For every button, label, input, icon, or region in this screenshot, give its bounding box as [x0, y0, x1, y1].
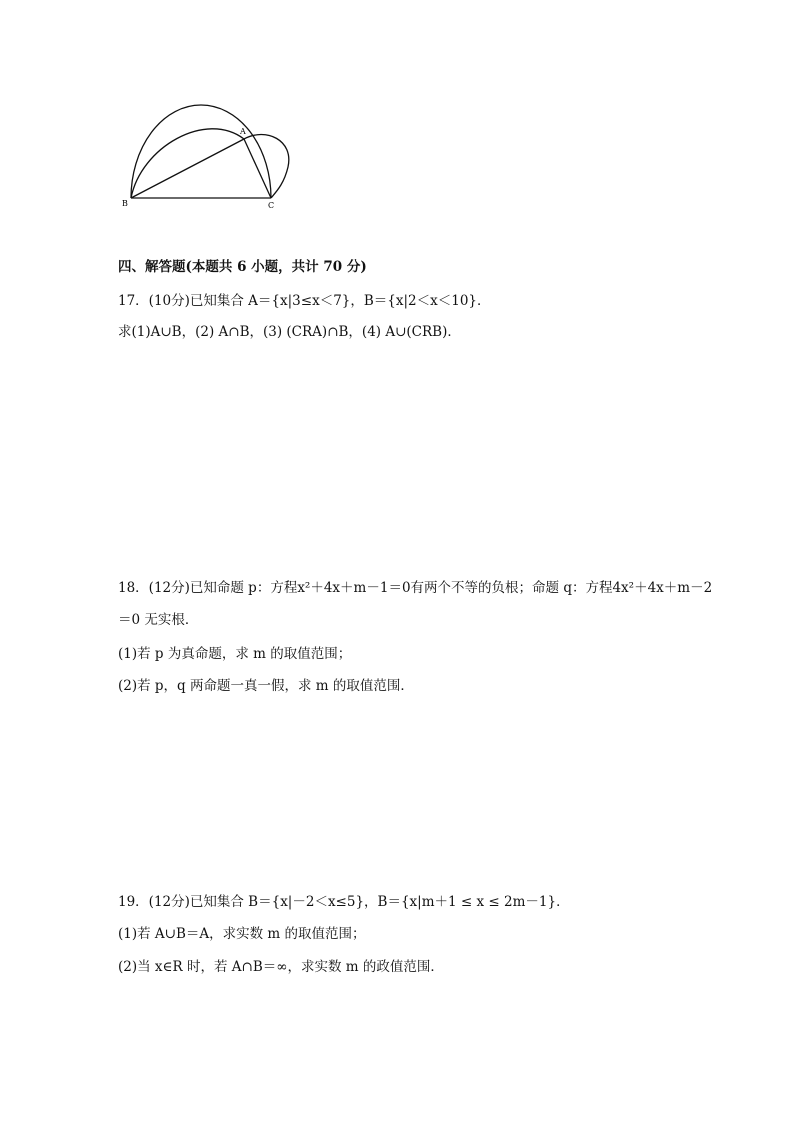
segment-ba [131, 139, 244, 198]
semicircle-diagram [116, 92, 316, 220]
q17-parts: 求(1)A∪B，(2) A∩B，(3) (CRA)∩B，(4) A∪(CRB)． [118, 324, 461, 340]
q18-stem-cont: ＝0 无实根． [118, 612, 199, 628]
label-b: B [122, 199, 128, 208]
q18-part2: (2)若 p，q 两命题一真一假，求 m 的取值范围． [118, 678, 414, 694]
geometry-figure [116, 92, 316, 220]
q19-stem: 19．(12分)已知集合 B＝{x|－2＜x≤5}，B＝{x|m＋1 ≤ x ≤ 2m－1}． [118, 894, 570, 910]
q17-stem: 17．(10分)已知集合 A＝{x|3≤x＜7}，B＝{x|2＜x＜10}． [118, 293, 491, 309]
label-c: C [268, 201, 275, 210]
q18-part1: (1)若 p 为真命题，求 m 的取值范围； [118, 646, 352, 662]
section-heading: 四、解答题(本题共 6 小题，共计 70 分) [118, 259, 367, 275]
q18-stem: 18．(12分)已知命题 p：方程x²＋4x＋m－1＝0有两个不等的负根；命题 q：方程4x²＋4x＋m－2 [118, 580, 713, 596]
arc-ba [131, 129, 244, 198]
label-a: A [240, 127, 246, 136]
q19-part2: (2)当 x∈R 时，若 A∩B＝∞，求实数 m 的政值范围． [118, 959, 444, 975]
q19-part1: (1)若 A∪B＝A，求实数 m 的取值范围； [118, 926, 366, 942]
